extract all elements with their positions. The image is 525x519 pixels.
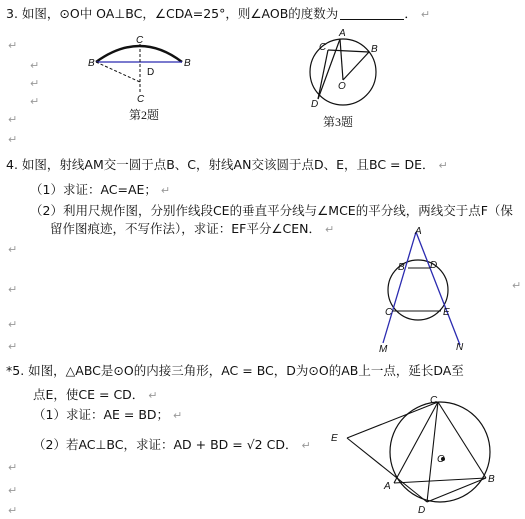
paragraph-mark-icon: ↵ (8, 243, 18, 256)
label-d: D (430, 260, 438, 271)
label-e: E (443, 307, 450, 318)
q4-part2a: （2）利用尺规作图，分别作线段CE的垂直平分线与∠MCE的平分线，两线交于点F（保 (30, 203, 513, 218)
label-c-bottom: C (137, 94, 145, 105)
paragraph-mark-icon: ↵ (30, 59, 40, 72)
q5-part2: （2）若AC⊥BC，求证：AD + BD = √2 CD． ↵ (33, 437, 311, 452)
paragraph-mark-icon: ↵ (8, 504, 18, 517)
label-e: E (331, 433, 338, 444)
label-a: A (384, 481, 391, 492)
label-o: O (338, 81, 346, 92)
label-b: B (371, 44, 378, 55)
label-m: M (379, 344, 388, 355)
label-a: A (415, 226, 422, 237)
label-c: C (319, 42, 327, 53)
label-b: B (398, 262, 405, 273)
fig3-caption: 第3题 (323, 115, 354, 129)
paragraph-mark-icon: ↵ (438, 159, 448, 172)
paragraph-mark-icon: ↵ (30, 95, 40, 108)
paragraph-mark-icon: ↵ (8, 461, 18, 474)
paragraph-mark-icon: ↵ (8, 133, 18, 146)
paragraph-mark-icon: ↵ (8, 113, 18, 126)
paragraph-mark-icon: ↵ (420, 8, 431, 21)
fig2-caption: 第2题 (129, 108, 160, 122)
label-n: N (456, 342, 464, 353)
label-d: D (418, 505, 426, 516)
paragraph-mark-icon: ↵ (148, 389, 158, 402)
paragraph-mark-icon: ↵ (512, 279, 522, 292)
paragraph-mark-icon: ↵ (8, 318, 18, 331)
paragraph-mark-icon: ↵ (8, 340, 18, 353)
label-d: D (311, 99, 319, 110)
paragraph-mark-icon: ↵ (8, 484, 18, 497)
label-c: C (385, 307, 393, 318)
label-c: C (136, 35, 144, 46)
q4-part1: （1）求证：AC=AE； ↵ (30, 182, 171, 197)
paragraph-mark-icon: ↵ (30, 77, 40, 90)
q5-line2: 点E，使CE = CD． ↵ (33, 387, 158, 402)
label-a: A (339, 28, 346, 39)
q4-text: 4. 如图，射线AM交一圆于点B、C，射线AN交该圆于点D、E，且BC = DE． ↵ (6, 157, 448, 172)
paragraph-mark-icon: ↵ (8, 283, 18, 296)
label-c: C (430, 395, 438, 406)
q3-text: 3. 如图，⊙O中 OA⊥BC，∠CDA=25°，则∠AOB的度数为 ． ↵ (6, 6, 431, 21)
paragraph-mark-icon: ↵ (8, 39, 18, 52)
paragraph-mark-icon: ↵ (301, 439, 311, 452)
paragraph-mark-icon: ↵ (173, 409, 183, 422)
q5-part1: （1）求证：AE = BD； ↵ (33, 407, 183, 422)
paragraph-mark-icon: ↵ (160, 184, 171, 197)
paragraph-mark-icon: ↵ (325, 223, 335, 236)
label-d: D (147, 67, 155, 78)
q4-part2b: 留作图痕迹，不写作法），求证：EF平分∠CEN． ↵ (50, 221, 335, 236)
label-b-right: B (184, 58, 191, 69)
label-b: B (488, 474, 495, 485)
q5-text: *5. 如图，△ABC是⊙O的内接三角形，AC = BC，D为⊙O的AB上一点，延长DA至 (6, 363, 464, 378)
label-o: O (437, 454, 445, 465)
label-b-left: B (88, 58, 95, 69)
